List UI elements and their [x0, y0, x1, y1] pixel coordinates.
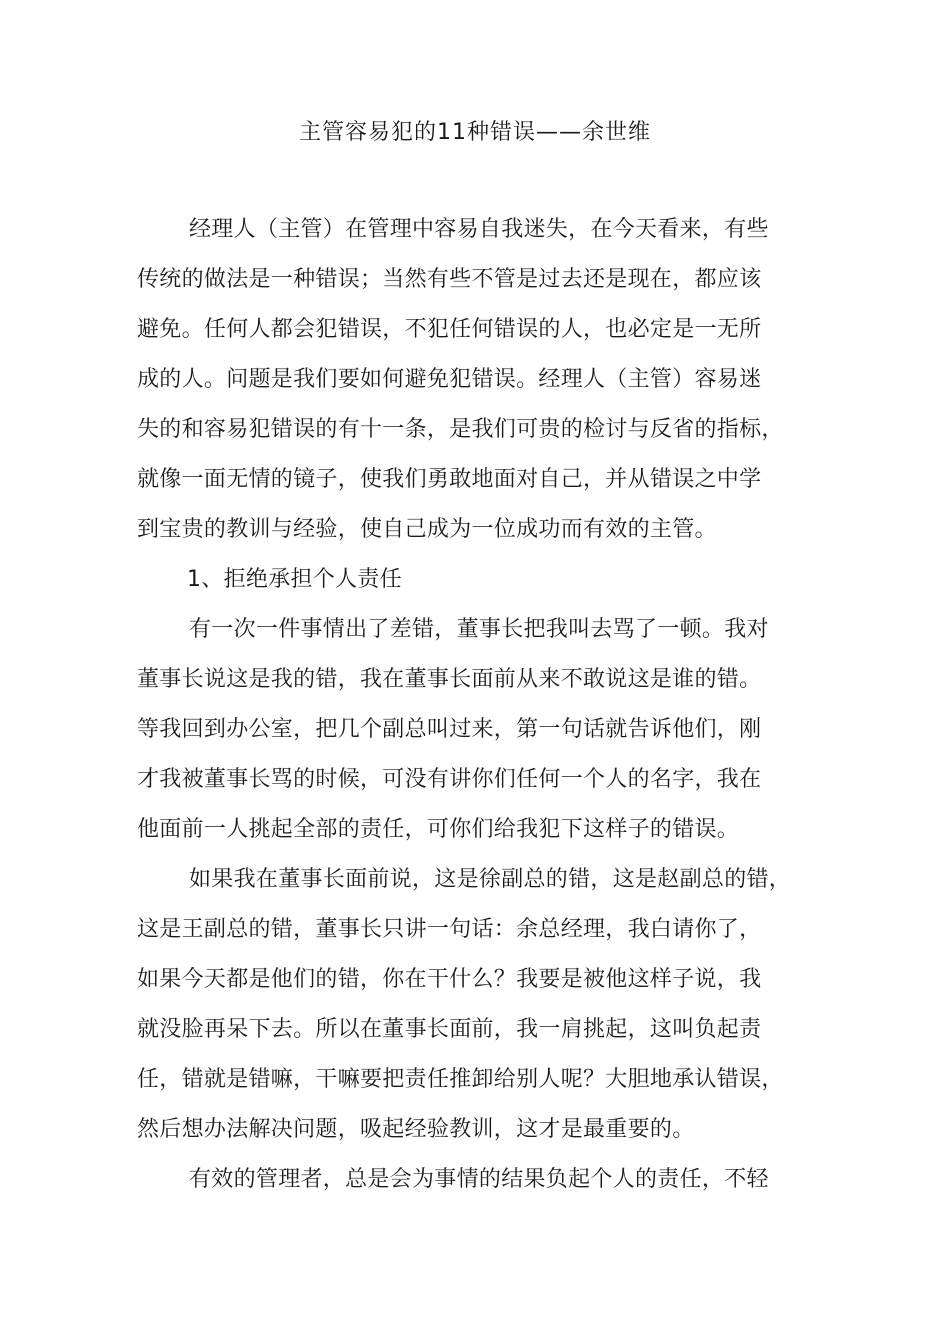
document-body [137, 205, 817, 1205]
paragraph-line: 成的人。问题是我们要如何避免犯错误。经理人（主管）容易迷 [137, 367, 762, 392]
paragraph-line: 避免。任何人都会犯错误，不犯任何错误的人，也必定是一无所 [137, 317, 762, 342]
paragraph-line: 失的和容易犯错误的有十一条，是我们可贵的检讨与反省的指标， [137, 417, 784, 442]
paragraph-line: 传统的做法是一种错误；当然有些不管是过去还是现在，都应该 [137, 267, 762, 292]
paragraph-line: 任，错就是错嘛，干嘛要把责任推卸给别人呢？大胆地承认错误， [137, 1067, 784, 1092]
paragraph-line: 有一次一件事情出了差错，董事长把我叫去骂了一顿。我对 [189, 617, 769, 642]
section-heading: 1、拒绝承担个人责任 [187, 567, 402, 592]
document-title: 主管容易犯的11种错误——余世维 [299, 120, 651, 145]
paragraph-line: 到宝贵的教训与经验，使自己成为一位成功而有效的主管。 [137, 517, 717, 542]
paragraph-line: 如果我在董事长面前说，这是徐副总的错，这是赵副总的错， [189, 867, 792, 892]
paragraph-line: 他面前一人挑起全部的责任，可你们给我犯下这样子的错误。 [137, 817, 740, 842]
paragraph-line: 如果今天都是他们的错，你在干什么？我要是被他这样子说，我 [137, 967, 762, 992]
paragraph-line: 就像一面无情的镜子，使我们勇敢地面对自己，并从错误之中学 [137, 467, 762, 492]
paragraph-line: 才我被董事长骂的时候，可没有讲你们任何一个人的名字，我在 [137, 767, 762, 792]
paragraph-line: 有效的管理者，总是会为事情的结果负起个人的责任，不轻 [189, 1167, 769, 1192]
paragraph-line: 然后想办法解决问题，吸起经验教训，这才是最重要的。 [137, 1117, 695, 1142]
paragraph-line: 这是王副总的错，董事长只讲一句话：余总经理，我白请你了， [137, 917, 762, 942]
paragraph-line: 就没脸再呆下去。所以在董事长面前，我一肩挑起，这叫负起责 [137, 1017, 762, 1042]
paragraph-line: 经理人（主管）在管理中容易自我迷失，在今天看来，有些 [189, 217, 769, 242]
paragraph-line: 等我回到办公室，把几个副总叫过来，第一句话就告诉他们，刚 [137, 717, 762, 742]
paragraph-line: 董事长说这是我的错，我在董事长面前从来不敢说这是谁的错。 [137, 667, 762, 692]
